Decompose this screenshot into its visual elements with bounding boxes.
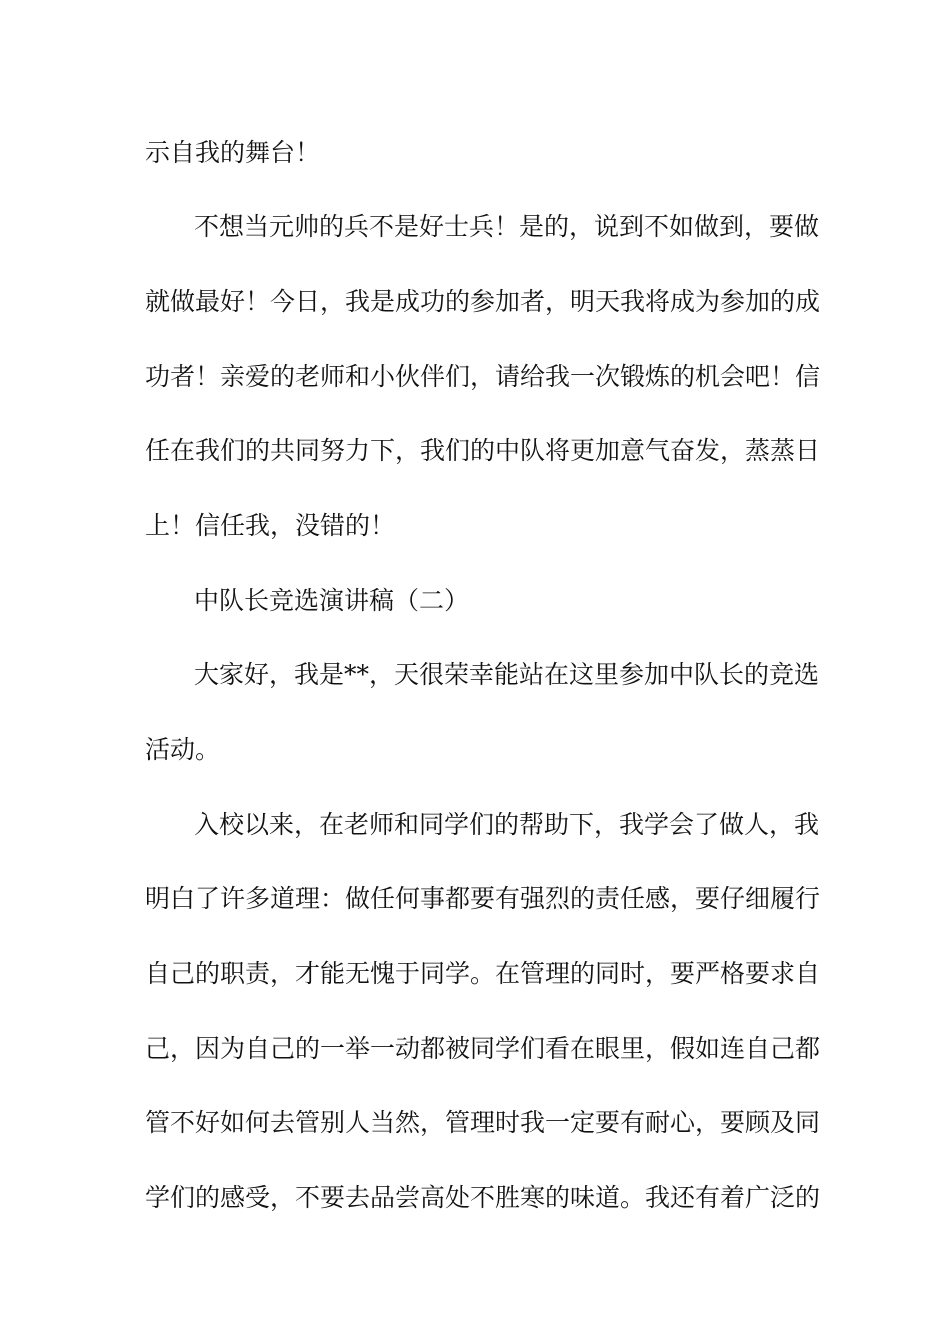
text-line: 学们的感受，不要去品尝高处不胜寒的味道。我还有着广泛的: [145, 1183, 821, 1212]
text-line: 入校以来，在老师和同学们的帮助下，我学会了做人，我: [194, 810, 820, 839]
text-line: 明白了许多道理：做任何事都要有强烈的责任感，要仔细履行: [145, 884, 821, 913]
text-line: 己，因为自己的一举一动都被同学们看在眼里，假如连自己都: [145, 1034, 821, 1063]
text-line: 管不好如何去管别人当然，管理时我一定要有耐心，要顾及同: [145, 1108, 821, 1137]
text-line: 任在我们的共同努力下，我们的中队将更加意气奋发，蒸蒸日: [145, 436, 821, 465]
text-line: 示自我的舞台！: [145, 138, 321, 167]
text-line: 不想当元帅的兵不是好士兵！是的，说到不如做到，要做: [194, 212, 820, 241]
text-line: 自己的职责，才能无愧于同学。在管理的同时，要严格要求自: [145, 959, 821, 988]
text-line: 上！信任我，没错的！: [145, 511, 396, 540]
text-line: 就做最好！今日，我是成功的参加者，明天我将成为参加的成: [145, 287, 821, 316]
section-heading: 中队长竞选演讲稿（二）: [194, 586, 470, 615]
text-line: 大家好，我是**，天很荣幸能站在这里参加中队长的竞选: [194, 660, 820, 689]
text-line: 功者！亲爱的老师和小伙伴们，请给我一次锻炼的机会吧！信: [145, 362, 821, 391]
text-line: 活动。: [145, 735, 221, 764]
